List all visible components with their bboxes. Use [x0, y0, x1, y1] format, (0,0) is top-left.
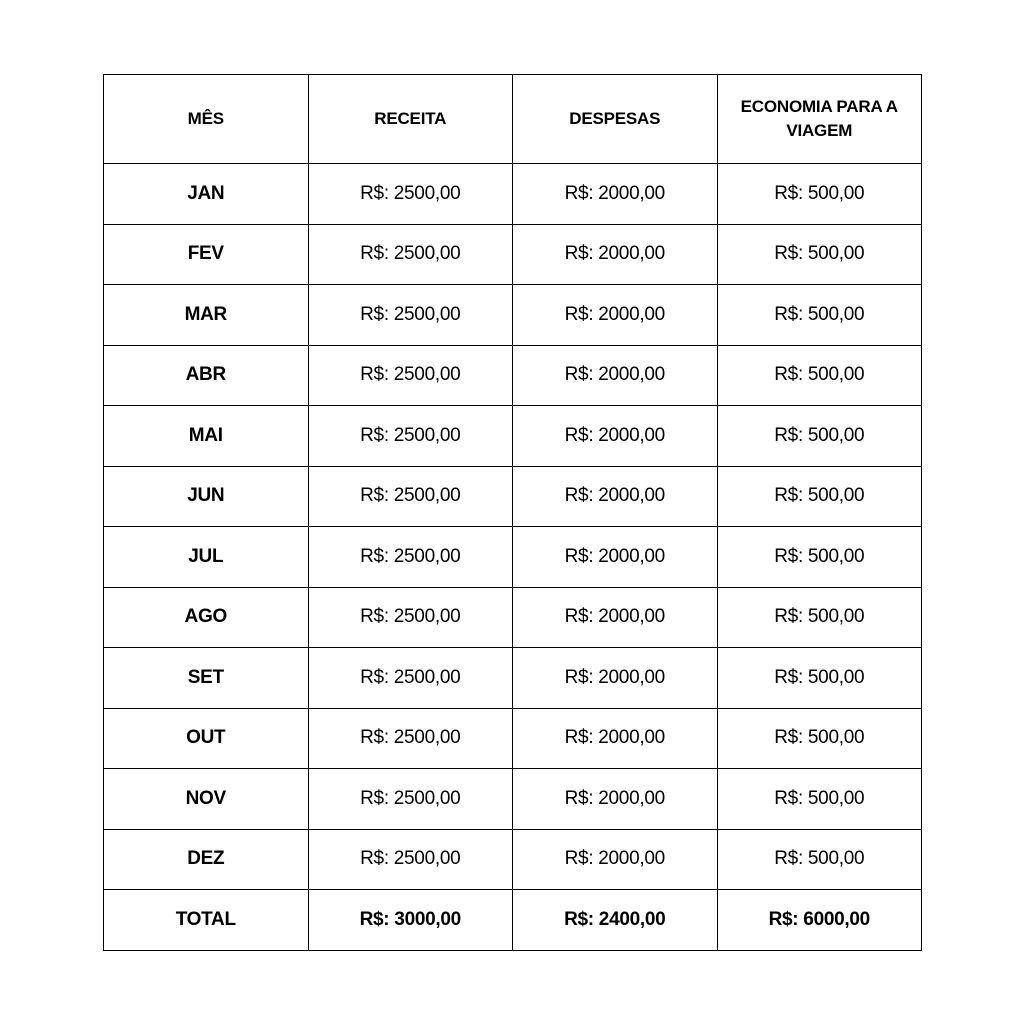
budget-table-container [103, 74, 921, 951]
header-despesas: DESPESAS [513, 75, 718, 164]
cell-receita: R$: 2500,00 [308, 648, 513, 709]
cell-despesas: R$: 2000,00 [513, 829, 718, 890]
table-row [104, 406, 922, 467]
cell-receita: R$: 2500,00 [308, 769, 513, 830]
cell-month: JUL [104, 527, 309, 588]
total-receita: R$: 3000,00 [308, 890, 513, 951]
header-receita: RECEITA [308, 75, 513, 164]
cell-despesas: R$: 2000,00 [513, 648, 718, 709]
table-row [104, 345, 922, 406]
table-row [104, 285, 922, 346]
cell-month: NOV [104, 769, 309, 830]
cell-economia: R$: 500,00 [717, 769, 922, 830]
cell-economia: R$: 500,00 [717, 285, 922, 346]
cell-despesas: R$: 2000,00 [513, 345, 718, 406]
cell-receita: R$: 2500,00 [308, 466, 513, 527]
budget-table [103, 74, 922, 951]
cell-month: MAI [104, 406, 309, 467]
cell-despesas: R$: 2000,00 [513, 527, 718, 588]
cell-month: OUT [104, 708, 309, 769]
table-row [104, 466, 922, 527]
cell-economia: R$: 500,00 [717, 466, 922, 527]
total-despesas: R$: 2400,00 [513, 890, 718, 951]
table-body [104, 164, 922, 951]
cell-despesas: R$: 2000,00 [513, 224, 718, 285]
cell-despesas: R$: 2000,00 [513, 164, 718, 225]
cell-economia: R$: 500,00 [717, 829, 922, 890]
total-row [104, 890, 922, 951]
total-economia: R$: 6000,00 [717, 890, 922, 951]
cell-despesas: R$: 2000,00 [513, 769, 718, 830]
cell-receita: R$: 2500,00 [308, 829, 513, 890]
cell-economia: R$: 500,00 [717, 224, 922, 285]
table-header [104, 75, 922, 164]
table-row [104, 769, 922, 830]
cell-month: DEZ [104, 829, 309, 890]
header-row [104, 75, 922, 164]
cell-month: MAR [104, 285, 309, 346]
cell-economia: R$: 500,00 [717, 587, 922, 648]
cell-economia: R$: 500,00 [717, 527, 922, 588]
table-row [104, 648, 922, 709]
cell-receita: R$: 2500,00 [308, 285, 513, 346]
cell-despesas: R$: 2000,00 [513, 285, 718, 346]
cell-receita: R$: 2500,00 [308, 708, 513, 769]
cell-despesas: R$: 2000,00 [513, 406, 718, 467]
cell-month: AGO [104, 587, 309, 648]
cell-month: FEV [104, 224, 309, 285]
cell-receita: R$: 2500,00 [308, 406, 513, 467]
cell-despesas: R$: 2000,00 [513, 587, 718, 648]
header-month: MÊS [104, 75, 309, 164]
cell-economia: R$: 500,00 [717, 164, 922, 225]
table-row [104, 587, 922, 648]
cell-economia: R$: 500,00 [717, 345, 922, 406]
table-row [104, 164, 922, 225]
cell-month: ABR [104, 345, 309, 406]
cell-receita: R$: 2500,00 [308, 224, 513, 285]
table-row [104, 708, 922, 769]
cell-month: JAN [104, 164, 309, 225]
header-economia: ECONOMIA PARA A VIAGEM [717, 75, 922, 164]
cell-month: SET [104, 648, 309, 709]
cell-economia: R$: 500,00 [717, 648, 922, 709]
cell-economia: R$: 500,00 [717, 708, 922, 769]
table-row [104, 527, 922, 588]
cell-economia: R$: 500,00 [717, 406, 922, 467]
cell-receita: R$: 2500,00 [308, 587, 513, 648]
cell-receita: R$: 2500,00 [308, 345, 513, 406]
cell-receita: R$: 2500,00 [308, 527, 513, 588]
cell-receita: R$: 2500,00 [308, 164, 513, 225]
table-row [104, 224, 922, 285]
table-row [104, 829, 922, 890]
cell-despesas: R$: 2000,00 [513, 708, 718, 769]
cell-month: JUN [104, 466, 309, 527]
cell-despesas: R$: 2000,00 [513, 466, 718, 527]
total-label: TOTAL [104, 890, 309, 951]
